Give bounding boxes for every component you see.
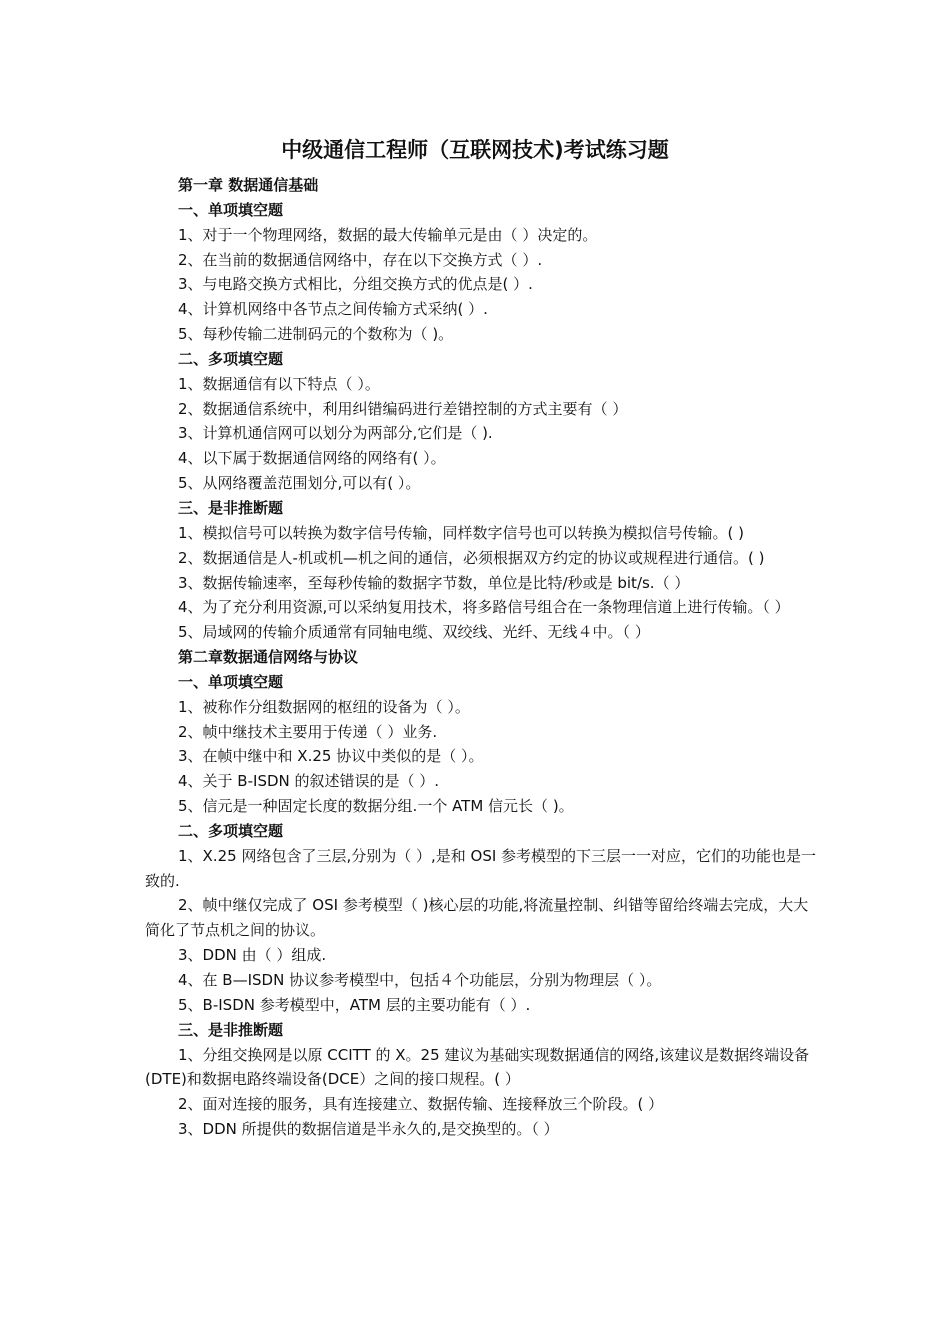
question-line: 2、在当前的数据通信网络中，存在以下交换方式（ ）. — [178, 250, 543, 269]
question-line: 3、在帧中继中和 X.25 协议中类似的是（ ）。 — [178, 747, 484, 766]
question-line: 5、每秒传输二进制码元的个数称为（ )。 — [178, 325, 454, 344]
section-heading: 第一章 数据通信基础 — [178, 176, 319, 194]
question-line: 1、被称作分组数据网的枢纽的设备为（ ）。 — [178, 697, 470, 716]
question-line: 3、DDN 所提供的数据信道是半永久的,是交换型的。（ ） — [178, 1120, 559, 1139]
section-heading: 二、多项填空题 — [178, 349, 284, 368]
question-line: 5、信元是一种固定长度的数据分组.一个 ATM 信元长（ )。 — [178, 797, 574, 816]
question-line: 1、模拟信号可以转换为数字信号传输，同样数字信号也可以转换为模拟信号传输。( ) — [178, 523, 745, 542]
section-heading: 三、是非推断题 — [178, 498, 284, 517]
question-line: 5、从网络覆盖范围划分,可以有( ）。 — [178, 474, 421, 493]
question-line: 3、DDN 由（ ）组成. — [178, 946, 327, 965]
section-heading: 三、是非推断题 — [178, 1020, 284, 1039]
document-body — [145, 173, 820, 1142]
question-line: 3、计算机通信网可以划分为两部分,它们是（ ). — [178, 424, 493, 443]
question-line: 2、帧中继技术主要用于传递（ ）业务. — [178, 722, 438, 741]
question-line: 4、在 B—ISDN 协议参考模型中，包括４个功能层，分别为物理层（ ）。 — [178, 971, 662, 989]
question-line: 1、对于一个物理网络，数据的最大传输单元是由（ ）决定的。 — [178, 225, 598, 244]
question-line: 3、数据传输速率，至每秒传输的数据字节数，单位是比特/秒或是 bit/s.（ ） — [178, 573, 690, 592]
question-line: 1、X.25 网络包含了三层,分别为（ ）,是和 OSI 参考模型的下三层一一对应，它们的功能也是一致的. — [145, 846, 817, 890]
question-line: 2、数据通信是人-机或机—机之间的通信，必须根据双方约定的协议或规程进行通信。( ) — [178, 548, 765, 567]
document-title: 中级通信工程师（互联网技术)考试练习题 — [281, 138, 669, 162]
question-line: 5、局域网的传输介质通常有同轴电缆、双绞线、光纤、无线４中。（ ） — [178, 623, 650, 642]
question-line: 3、与电路交换方式相比，分组交换方式的优点是( ）. — [178, 275, 533, 294]
section-heading: 一、单项填空题 — [178, 672, 284, 691]
section-heading: 一、单项填空题 — [178, 200, 284, 219]
question-line: 4、关于 B-ISDN 的叙述错误的是（ ）. — [178, 772, 440, 791]
question-line: 1、分组交换网是以原 CCITT 的 X。25 建议为基础实现数据通信的网络,该建议是数据终端设备(DTE)和数据电路终端设备(DCE）之间的接口规程。( ） — [145, 1045, 810, 1089]
question-line: 4、为了充分利用资源,可以采纳复用技术，将多路信号组合在一条物理信道上进行传输。（ ） — [178, 598, 790, 617]
question-line: 2、数据通信系统中，利用纠错编码进行差错控制的方式主要有（ ） — [178, 399, 628, 418]
question-line: 5、B-ISDN 参考模型中，ATM 层的主要功能有（ ）. — [178, 995, 531, 1014]
section-heading: 第二章数据通信网络与协议 — [178, 648, 359, 667]
question-line: 1、数据通信有以下特点（ ）。 — [178, 374, 380, 393]
question-line: 4、计算机网络中各节点之间传输方式采纳( ）. — [178, 300, 488, 319]
question-line: 4、以下属于数据通信网络的网络有( ）。 — [178, 449, 446, 468]
section-heading: 二、多项填空题 — [178, 821, 284, 840]
question-line: 2、面对连接的服务，具有连接建立、数据传输、连接释放三个阶段。( ） — [178, 1095, 664, 1114]
question-line: 2、帧中继仅完成了 OSI 参考模型（ )核心层的功能,将流量控制、纠错等留给终端去完成，大大简化了节点机之间的协议。 — [145, 896, 809, 940]
